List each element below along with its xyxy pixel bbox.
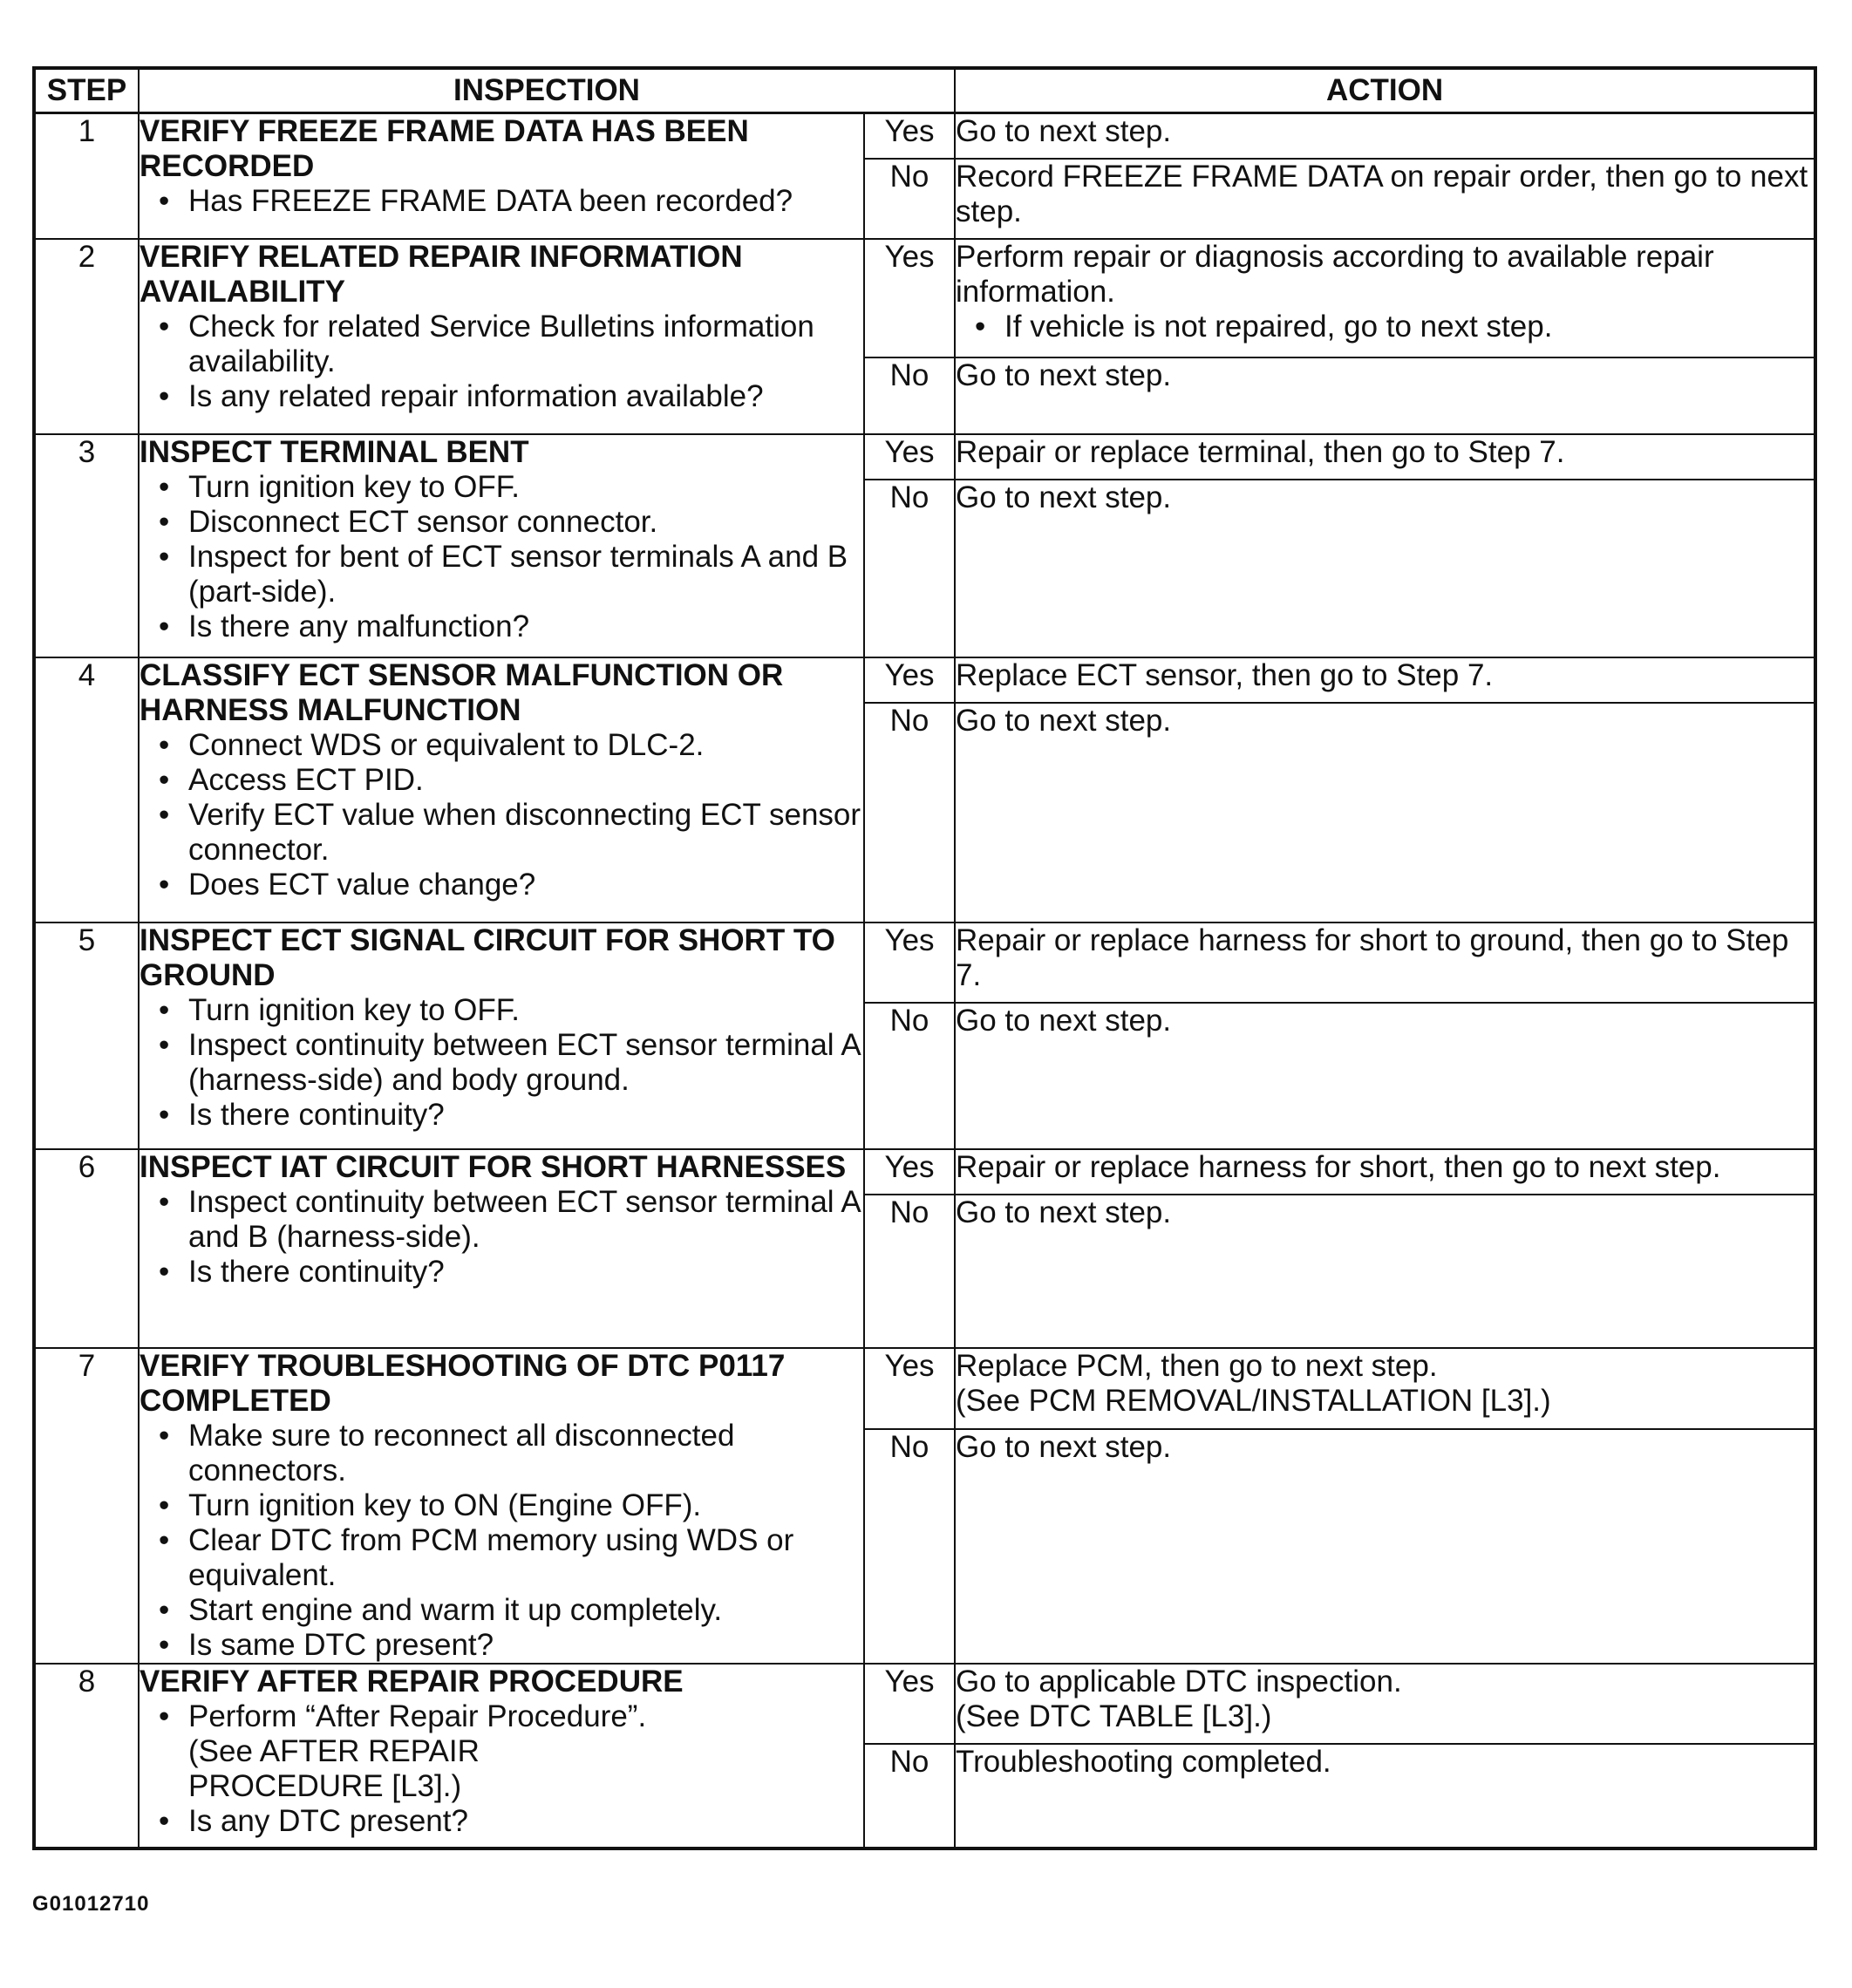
yes-label: Yes (864, 434, 955, 480)
inspection-bullet: • Is there continuity? (188, 1255, 863, 1290)
inspection-title: INSPECT ECT SIGNAL CIRCUIT FOR SHORT TO GROUND (140, 923, 835, 992)
yes-action-bullet: • If vehicle is not repaired, go to next step. (1004, 310, 1814, 344)
inspection-cell (139, 113, 864, 239)
inspection-bullet: • Is there any malfunction? (188, 609, 863, 644)
yes-action (955, 1348, 1815, 1430)
inspection-bullets (140, 1699, 863, 1839)
inspection-bullets (140, 728, 863, 902)
table-row (34, 239, 1815, 357)
step-number: 4 (34, 657, 139, 923)
inspection-title: VERIFY RELATED REPAIR INFORMATION AVAILABILITY (140, 239, 743, 309)
no-label: No (864, 1003, 955, 1149)
inspection-bullet: • Has FREEZE FRAME DATA been recorded? (188, 184, 863, 219)
inspection-bullet: • Inspect continuity between ECT sensor terminal A (harness-side) and body ground. (188, 1028, 863, 1098)
inspection-cell (139, 434, 864, 657)
no-label: No (864, 1195, 955, 1348)
inspection-bullet: • Is same DTC present? (188, 1628, 863, 1663)
inspection-cell (139, 923, 864, 1149)
table-row (34, 657, 1815, 703)
table-row (34, 923, 1815, 1003)
yes-label: Yes (864, 923, 955, 1003)
table-row (34, 1149, 1815, 1195)
yes-action-text: Repair or replace harness for short, then go to next step. (956, 1149, 1721, 1184)
no-label: No (864, 480, 955, 657)
table-row (34, 113, 1815, 159)
inspection-bullet: • Start engine and warm it up completely. (188, 1593, 863, 1628)
yes-action-text: Repair or replace harness for short to ground, then go to Step 7. (956, 923, 1789, 992)
no-label: No (864, 703, 955, 923)
no-action: Go to next step. (955, 357, 1815, 434)
inspection-bullet: • Inspect continuity between ECT sensor terminal A and B (harness-side). (188, 1185, 863, 1255)
inspection-bullet: • Access ECT PID. (188, 763, 863, 798)
step-number: 6 (34, 1149, 139, 1348)
step-number: 1 (34, 113, 139, 239)
inspection-bullet: • Connect WDS or equivalent to DLC-2. (188, 728, 863, 763)
yes-action-text: Go to next step. (956, 114, 1172, 148)
inspection-bullets (140, 1185, 863, 1290)
inspection-bullet: • Turn ignition key to ON (Engine OFF). (188, 1488, 863, 1523)
table-header-row (34, 68, 1815, 113)
yes-action (955, 434, 1815, 480)
no-label: No (864, 357, 955, 434)
no-label: No (864, 1429, 955, 1663)
yes-label: Yes (864, 113, 955, 159)
no-action: Go to next step. (955, 1003, 1815, 1149)
no-action: Go to next step. (955, 1195, 1815, 1348)
yes-action-bullets (956, 310, 1814, 344)
inspection-bullet: • Check for related Service Bulletins information availability. (188, 310, 863, 379)
inspection-bullet: • Is there continuity? (188, 1098, 863, 1133)
inspection-bullet: • Disconnect ECT sensor connector. (188, 505, 863, 540)
no-label: No (864, 159, 955, 239)
header-step: STEP (34, 68, 139, 113)
no-action: Record FREEZE FRAME DATA on repair order, then go to next step. (955, 159, 1815, 239)
inspection-bullets (140, 1419, 863, 1663)
inspection-bullet: • Clear DTC from PCM memory using WDS or equivalent. (188, 1523, 863, 1593)
inspection-bullet: • Does ECT value change? (188, 868, 863, 902)
yes-action (955, 1664, 1815, 1744)
inspection-bullet: • Turn ignition key to OFF. (188, 993, 863, 1028)
figure-code: G01012710 (32, 1892, 150, 1916)
inspection-title: VERIFY AFTER REPAIR PROCEDURE (140, 1664, 684, 1699)
step-number: 8 (34, 1664, 139, 1848)
inspection-title: INSPECT TERMINAL BENT (140, 434, 529, 469)
inspection-cell (139, 239, 864, 434)
step-number: 2 (34, 239, 139, 434)
header-inspection: INSPECTION (139, 68, 955, 113)
inspection-bullets (140, 310, 863, 414)
inspection-title: VERIFY FREEZE FRAME DATA HAS BEEN RECORDED (140, 114, 749, 183)
no-action: Go to next step. (955, 1429, 1815, 1663)
yes-action-text: Replace PCM, then go to next step. (See PCM REMOVAL/INSTALLATION [L3].) (956, 1348, 1551, 1418)
table-row (34, 434, 1815, 480)
step-number: 5 (34, 923, 139, 1149)
inspection-cell (139, 657, 864, 923)
diagnostic-table (32, 66, 1817, 1850)
inspection-cell (139, 1149, 864, 1348)
inspection-title: VERIFY TROUBLESHOOTING OF DTC P0117 COMPLETED (140, 1348, 786, 1418)
yes-label: Yes (864, 1149, 955, 1195)
step-number: 7 (34, 1348, 139, 1664)
inspection-bullet: • Perform “After Repair Procedure”. (See AFTER REPAIR PROCEDURE [L3].) (188, 1699, 863, 1804)
inspection-title: CLASSIFY ECT SENSOR MALFUNCTION OR HARNESS MALFUNCTION (140, 657, 784, 727)
yes-action-text: Perform repair or diagnosis according to available repair information. (956, 239, 1714, 309)
no-label: No (864, 1744, 955, 1848)
inspection-bullet: • Verify ECT value when disconnecting ECT sensor connector. (188, 798, 863, 868)
table-row (34, 1664, 1815, 1744)
inspection-bullets (140, 184, 863, 219)
inspection-bullets (140, 993, 863, 1133)
yes-action-text: Repair or replace terminal, then go to Step 7. (956, 434, 1565, 469)
yes-action (955, 113, 1815, 159)
inspection-cell (139, 1664, 864, 1848)
table-row (34, 1348, 1815, 1430)
inspection-title: INSPECT IAT CIRCUIT FOR SHORT HARNESSES (140, 1149, 847, 1184)
inspection-bullet: • Is any related repair information available? (188, 379, 863, 414)
yes-action-text: Replace ECT sensor, then go to Step 7. (956, 657, 1494, 692)
yes-action (955, 657, 1815, 703)
inspection-bullets (140, 470, 863, 644)
yes-action (955, 923, 1815, 1003)
inspection-bullet: • Turn ignition key to OFF. (188, 470, 863, 505)
no-action: Go to next step. (955, 703, 1815, 923)
yes-label: Yes (864, 239, 955, 357)
table-body (34, 113, 1815, 1848)
inspection-bullet: • Is any DTC present? (188, 1804, 863, 1839)
step-number: 3 (34, 434, 139, 657)
yes-label: Yes (864, 1664, 955, 1744)
yes-action (955, 1149, 1815, 1195)
yes-action-text: Go to applicable DTC inspection. (See DTC TABLE [L3].) (956, 1664, 1402, 1733)
yes-label: Yes (864, 657, 955, 703)
no-action: Troubleshooting completed. (955, 1744, 1815, 1848)
inspection-bullet: • Inspect for bent of ECT sensor terminals A and B (part-side). (188, 540, 863, 609)
header-action: ACTION (955, 68, 1815, 113)
inspection-cell (139, 1348, 864, 1664)
inspection-bullet: • Make sure to reconnect all disconnected connectors. (188, 1419, 863, 1488)
yes-label: Yes (864, 1348, 955, 1430)
yes-action (955, 239, 1815, 357)
no-action: Go to next step. (955, 480, 1815, 657)
